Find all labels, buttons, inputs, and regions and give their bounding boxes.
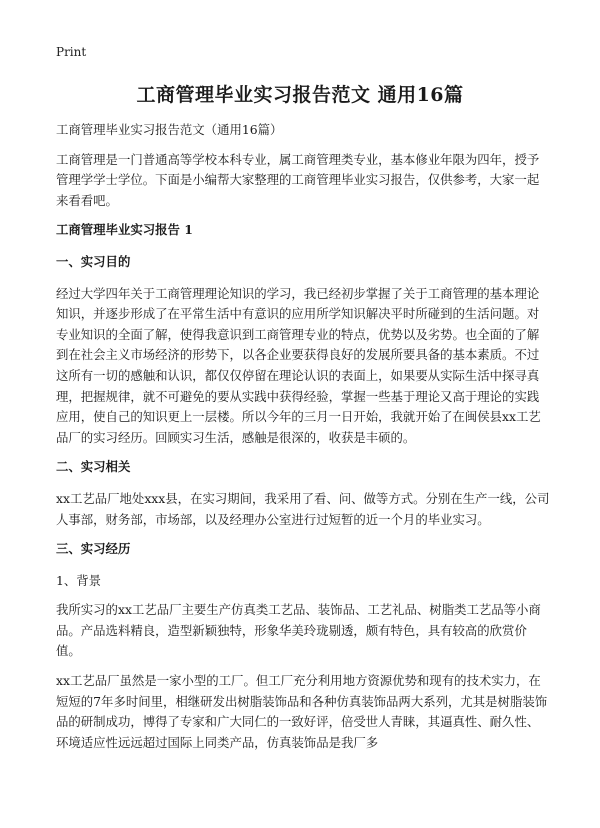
report-title: 工商管理毕业实习报告 1: [56, 222, 193, 238]
section-heading-experience: 三、实习经历: [56, 541, 131, 557]
document-title: 工商管理毕业实习报告范文 通用16篇: [136, 84, 464, 106]
section-body-purpose: 经过大学四年关于工商管理理论知识的学习，我已经初步掌握了关于工商管理的基本理论知识，并逐步形成了在平常生活中有意识的应用所学知识解决平时所碰到的生活问题。对专业知识的全面了解，使得我意识到工商管理专业的特点，优势以及劣势。也全面的了解到在社会主义市场经济的形势下，以各企业要获得良好的发展所要具备的基本素质。不过这所有一切的感触和认识，都仅仅停留在理论认识的表面上，如果要从实际生活中探寻真理，把握规律，就不可避免的要从实践中获得经验，掌握一些基于理论又高于理论的实践应用，使自己的知识更上一层楼。所以今年的三月一日开始，我就开始了在闽侯县xx工艺品厂的实习经历。回顾实习生活，感触是很深的，收获是丰硕的。: [56, 285, 541, 445]
section-heading-purpose: 一、实习目的: [56, 253, 131, 269]
intro-paragraph: 工商管理是一门普通高等学校本科专业，属工商管理类专业，基本修业年限为四年，授予管理学学士学位。下面是小编帮大家整理的工商管理毕业实习报告，仅供参考，大家一起来看看吧。: [56, 151, 540, 208]
section-body-experience-2: xx工艺品厂虽然是一家小型的工厂。但工厂充分利用地方资源优势和现有的技术实力，在短短的7年多时间里，相继研发出树脂装饰品和各种仿真装饰品两大系列，尤其是树脂装饰品的研制成功，博得了专家和广大同仁的一致好评，倍受世人青睐，其逼真性、耐久性、环境适应性远远超过国际上同类产品，仿真装饰品是我厂多: [56, 673, 548, 750]
document-body: [56, 120, 550, 762]
subsection-label-background: 1、背景: [56, 572, 102, 588]
section-body-experience-1: 我所实习的xx工艺品厂主要生产仿真类工艺品、装饰品、工艺礼品、树脂类工艺品等小商品。产品选料精良，造型新颖独特，形象华美玲珑剔透，颇有特色，具有较高的欣赏价值。: [56, 602, 541, 659]
section-heading-related: 二、实习相关: [56, 459, 131, 475]
print-label: Print: [56, 45, 87, 59]
document-subtitle: 工商管理毕业实习报告范文（通用16篇）: [56, 122, 283, 137]
section-body-related: xx工艺品厂地处xxx县，在实习期间，我采用了看、问、做等方式。分别在生产一线，公司人事部，财务部，市场部，以及经理办公室进行过短暂的近一个月的毕业实习。: [56, 490, 550, 527]
